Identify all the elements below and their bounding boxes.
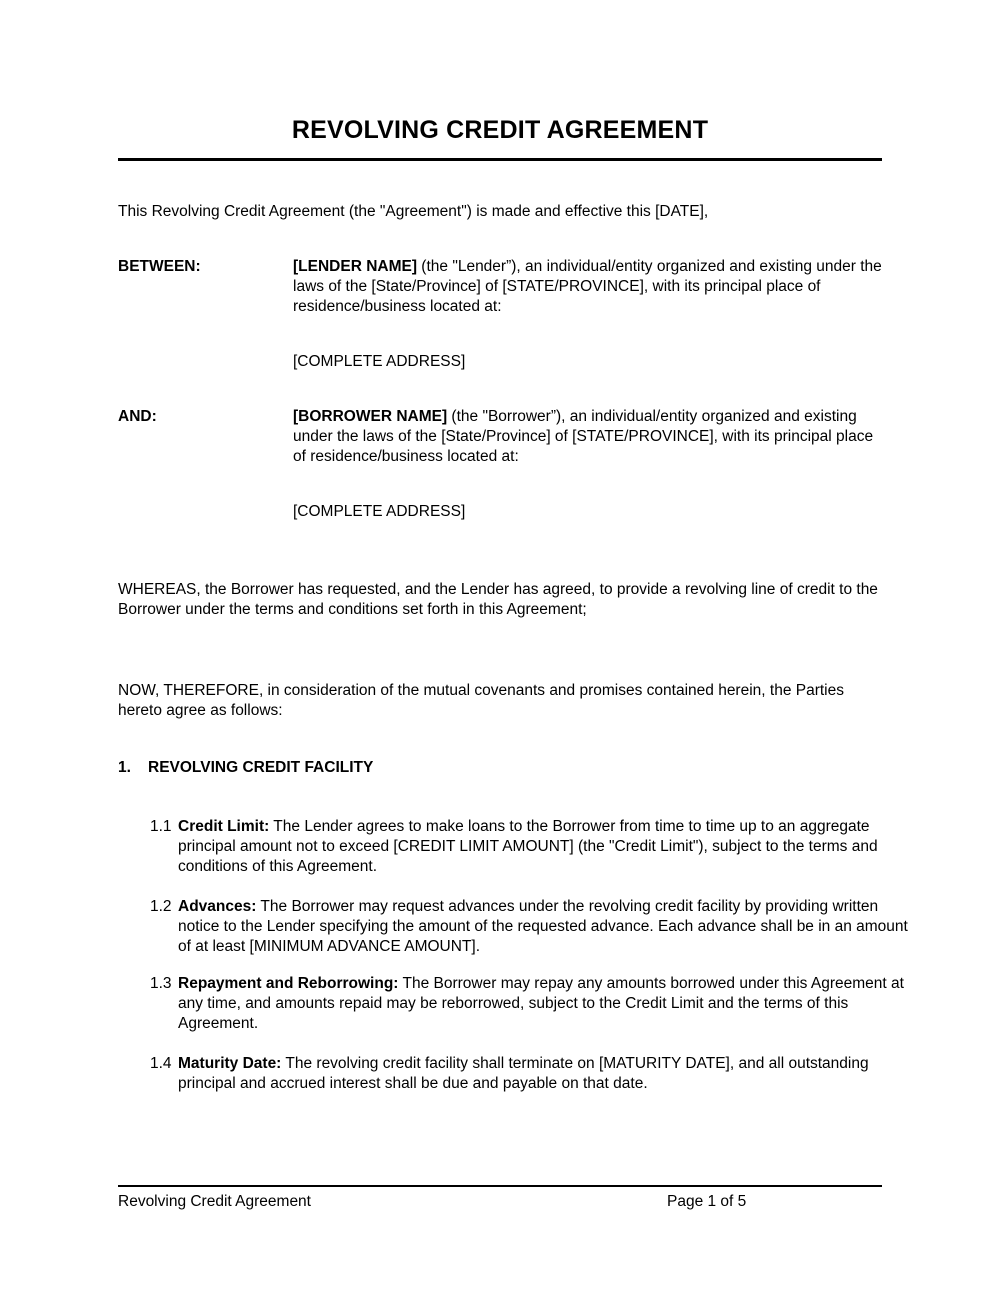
party-label: AND: [118, 408, 157, 425]
now-therefore-recital: NOW, THEREFORE, in consideration of the mutual covenants and promises contained herein, the Parties hereto agree as follows: [118, 682, 844, 719]
whereas-recital: WHEREAS, the Borrower has requested, and the Lender has agreed, to provide a revolving line of credit to the Borrower under the terms and conditions set forth in this Agreement; [118, 581, 878, 618]
clause-label: Maturity Date: [178, 1055, 282, 1072]
section-heading-text: REVOLVING CREDIT FACILITY [148, 759, 374, 776]
clause-number: 1.4 [150, 1055, 172, 1072]
borrower-address-placeholder: [COMPLETE ADDRESS] [293, 503, 466, 520]
lender-name-placeholder: [LENDER NAME] [293, 258, 417, 275]
clause-number: 1.3 [150, 975, 172, 992]
lender-description: (the "Lender”), an individual/entity organized and existing under the laws of the [State/Province] of [STATE/PROVINCE], with its principal place of residence/business located at: [293, 258, 882, 315]
lender-address-placeholder: [COMPLETE ADDRESS] [293, 353, 466, 370]
section-heading [118, 758, 882, 778]
clause-label: Advances: [178, 898, 257, 915]
borrower-description: (the "Borrower”), an individual/entity organized and existing under the laws of the [State/Province] of [STATE/PROVINCE], with its principal place of residence/business located at: [293, 408, 874, 465]
footer-document-name: Revolving Credit Agreement [118, 1193, 311, 1210]
document-title: REVOLVING CREDIT AGREEMENT [291, 116, 709, 144]
party-block-lender [118, 257, 882, 317]
clause-text: The Lender agrees to make loans to the Borrower from time to time up to an aggregate principal amount not to exceed [CREDIT LIMIT AMOUNT] (the "Credit Limit"), subject to the terms and conditions of this Agreement. [178, 818, 878, 875]
clause-advances [150, 897, 910, 957]
intro-paragraph: This Revolving Credit Agreement (the "Agreement") is made and effective this [DATE], [118, 203, 709, 220]
party-description [293, 407, 882, 467]
clause-text: The Borrower may repay any amounts borrowed under this Agreement at any time, and amounts repaid may be reborrowed, subject to the Credit Limit and the terms of this Agreement. [178, 975, 904, 1032]
section-number: 1. [118, 759, 131, 776]
page-number: Page 1 of 5 [667, 1193, 747, 1210]
clause-number: 1.1 [150, 818, 172, 835]
footer-divider [118, 1185, 882, 1187]
party-label: BETWEEN: [118, 258, 201, 275]
clause-label: Repayment and Reborrowing: [178, 975, 399, 992]
title-divider [118, 158, 882, 161]
clause-label: Credit Limit: [178, 818, 270, 835]
clause-repayment-reborrowing [150, 974, 910, 1034]
clause-number: 1.2 [150, 898, 172, 915]
party-description [293, 257, 882, 317]
clause-text: The Borrower may request advances under the revolving credit facility by providing written notice to the Lender specifying the amount of the requested advance. Each advance shall be in an amount of at least [MINIMUM ADVANCE AMOUNT]. [178, 898, 908, 955]
clause-credit-limit [150, 817, 910, 877]
clause-maturity-date [150, 1054, 910, 1094]
clause-text: The revolving credit facility shall terminate on [MATURITY DATE], and all outstanding principal and accrued interest shall be due and payable on that date. [178, 1055, 869, 1092]
borrower-name-placeholder: [BORROWER NAME] [293, 408, 448, 425]
page-footer [118, 1192, 882, 1212]
party-block-borrower [118, 407, 882, 467]
